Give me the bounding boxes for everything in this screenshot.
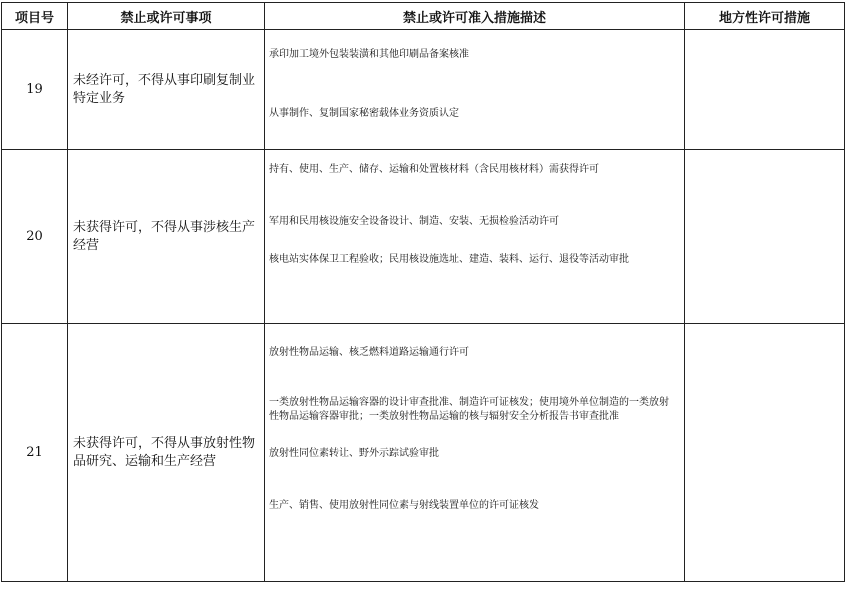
measures-cell bbox=[265, 30, 685, 150]
table-row bbox=[2, 30, 845, 150]
item-name: 未经许可，不得从事印刷复制业特定业务 bbox=[68, 30, 265, 150]
measure-text: 放射性同位素转让、野外示踪试验审批 bbox=[269, 448, 439, 459]
item-name: 未获得许可，不得从事涉核生产经营 bbox=[68, 150, 265, 324]
header-item-name: 禁止或许可事项 bbox=[68, 3, 265, 30]
measure-text: 生产、销售、使用放射性同位素与射线装置单位的许可证核发 bbox=[269, 500, 539, 511]
item-name: 未获得许可，不得从事放射性物品研究、运输和生产经营 bbox=[68, 324, 265, 582]
local-measures-cell bbox=[685, 30, 845, 150]
table-row bbox=[2, 150, 845, 324]
local-measures-cell bbox=[685, 150, 845, 324]
permit-table bbox=[1, 2, 845, 582]
measure-text: 核电站实体保卫工程验收；民用核设施选址、建造、装料、运行、退役等活动审批 bbox=[269, 254, 629, 265]
measure-text: 持有、使用、生产、储存、运输和处置核材料（含民用核材料）需获得许可 bbox=[269, 164, 599, 175]
header-local-measures: 地方性许可措施 bbox=[685, 3, 845, 30]
measure-text: 从事制作、复制国家秘密载体业务资质认定 bbox=[269, 108, 459, 119]
item-number: 21 bbox=[2, 324, 68, 582]
measure-text: 一类放射性物品运输容器的设计审查批准、制造许可证核发；使用境外单位制造的一类放射性物品运输容器审批；一类放射性物品运输的核与辐射安全分析报告书审查批准 bbox=[269, 397, 669, 422]
header-measures: 禁止或许可准入措施描述 bbox=[265, 3, 685, 30]
measure-text: 军用和民用核设施安全设备设计、制造、安装、无损检验活动许可 bbox=[269, 216, 559, 227]
measures-cell bbox=[265, 150, 685, 324]
item-number: 20 bbox=[2, 150, 68, 324]
measures-cell bbox=[265, 324, 685, 582]
item-number: 19 bbox=[2, 30, 68, 150]
measure-text: 放射性物品运输、核乏燃料道路运输通行许可 bbox=[269, 347, 469, 358]
local-measures-cell bbox=[685, 324, 845, 582]
header-row bbox=[2, 3, 845, 30]
table-row bbox=[2, 324, 845, 582]
header-item-number: 项目号 bbox=[2, 3, 68, 30]
measure-text: 承印加工境外包装装潢和其他印刷品备案核准 bbox=[269, 49, 469, 60]
